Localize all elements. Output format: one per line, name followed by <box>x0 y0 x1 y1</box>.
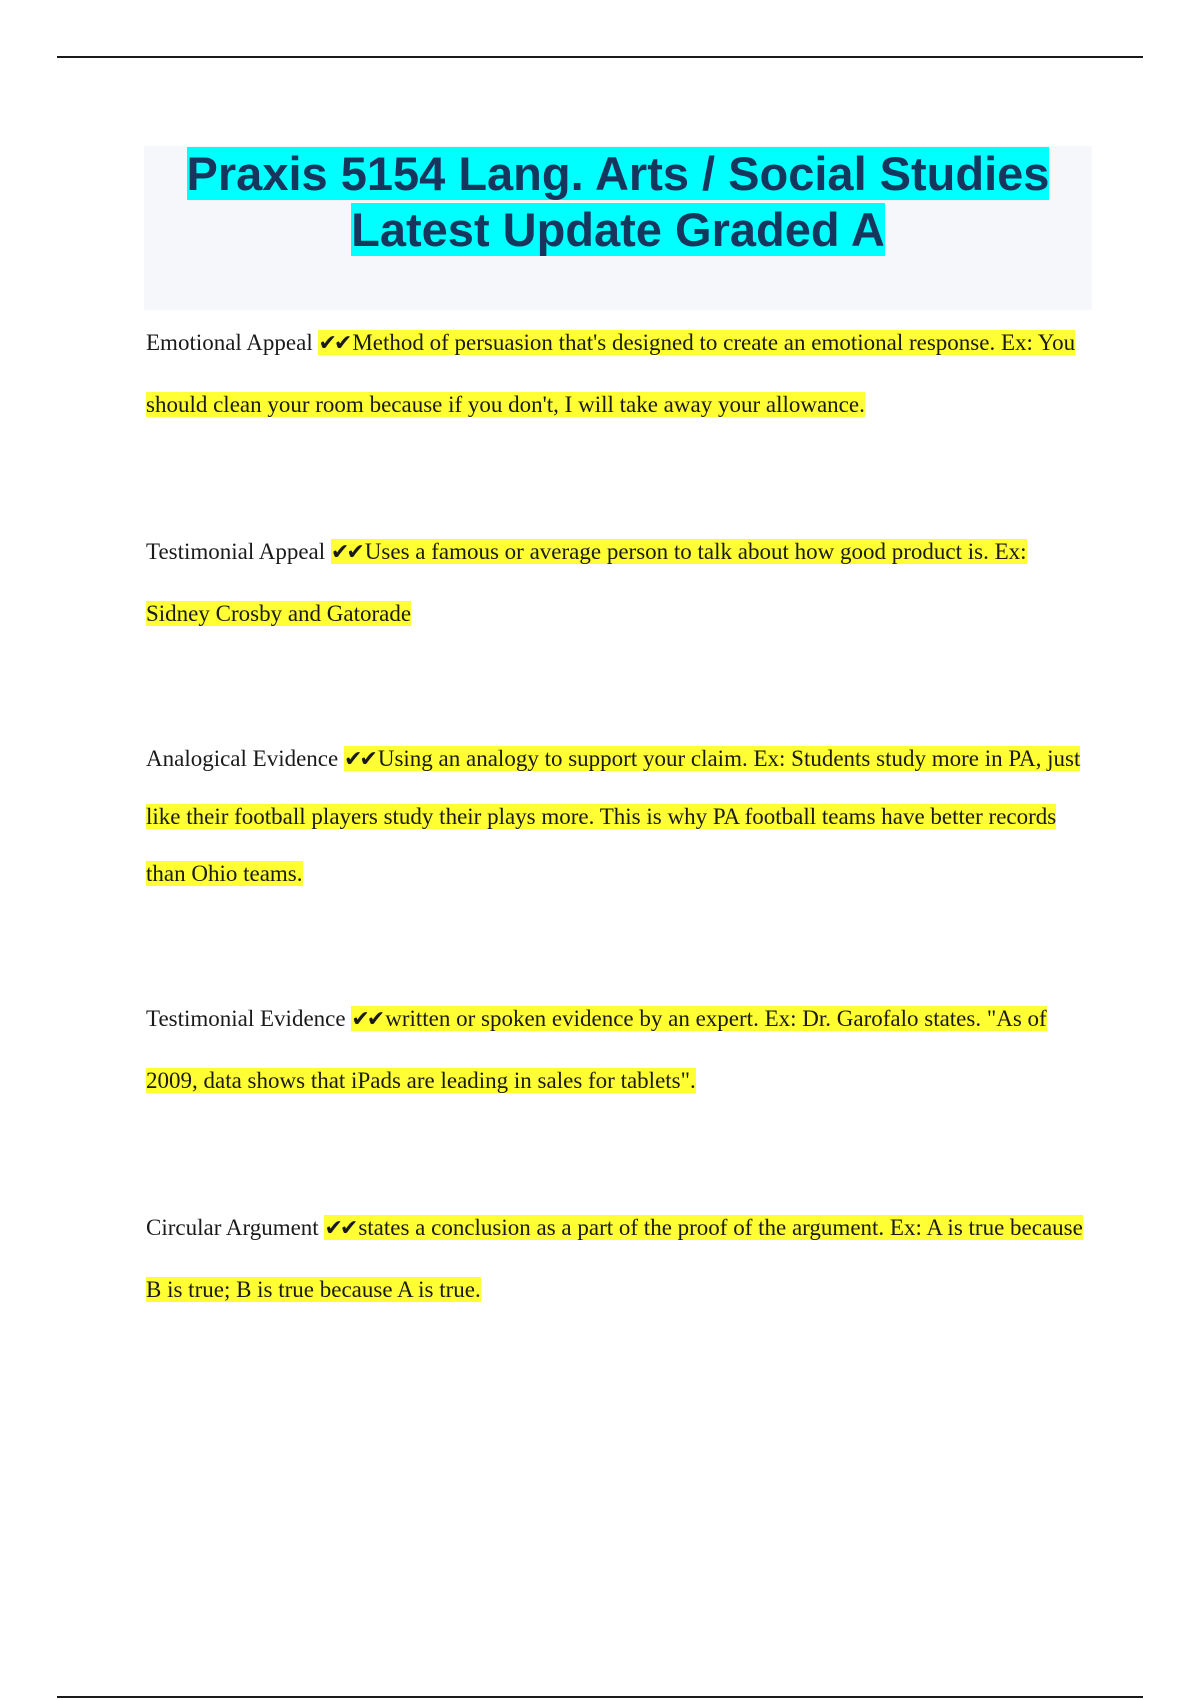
entry-definition: Using an analogy to support your claim. Ex: Students study more in PA, just like their football players study their plays more. This is why PA football teams have better records than Ohio teams. <box>146 746 1081 886</box>
flashcard-entry <box>146 730 1086 902</box>
entry-definition: Method of persuasion that's designed to create an emotional response. Ex: You should clean your room because if you don't, I will take away your allowance. <box>146 330 1076 417</box>
flashcard-entry <box>146 312 1086 435</box>
flashcard-entry <box>146 521 1086 644</box>
double-check-icon: ✔✔ <box>330 540 362 565</box>
entry-term: Circular Argument <box>146 1215 319 1240</box>
double-check-icon: ✔✔ <box>324 1216 356 1241</box>
entry-definition: Uses a famous or average person to talk about how good product is. Ex: Sidney Crosby and Gatorade <box>146 539 1027 626</box>
double-check-icon: ✔✔ <box>343 747 375 772</box>
entry-term: Testimonial Evidence <box>146 1006 346 1031</box>
title-line-2: Latest Update Graded A <box>351 203 885 256</box>
flashcard-entry <box>146 988 1086 1111</box>
flashcard-list <box>146 312 1086 1320</box>
page-title <box>144 146 1092 258</box>
entry-term: Testimonial Appeal <box>146 539 326 564</box>
entry-term: Emotional Appeal <box>146 330 313 355</box>
entry-term: Analogical Evidence <box>146 746 339 771</box>
title-line-1: Praxis 5154 Lang. Arts / Social Studies <box>186 147 1050 200</box>
title-box <box>144 146 1092 310</box>
flashcard-entry <box>146 1197 1086 1320</box>
double-check-icon: ✔✔ <box>318 331 350 356</box>
entry-definition: written or spoken evidence by an expert. Ex: Dr. Garofalo states. "As of 2009, data shows that iPads are leading in sales for tablets". <box>146 1006 1047 1093</box>
entry-definition: states a conclusion as a part of the proof of the argument. Ex: A is true because B is true; B is true because A is true. <box>146 1215 1083 1302</box>
double-check-icon: ✔✔ <box>351 1007 383 1032</box>
footer-rule <box>57 1696 1143 1698</box>
header-rule <box>57 56 1143 58</box>
